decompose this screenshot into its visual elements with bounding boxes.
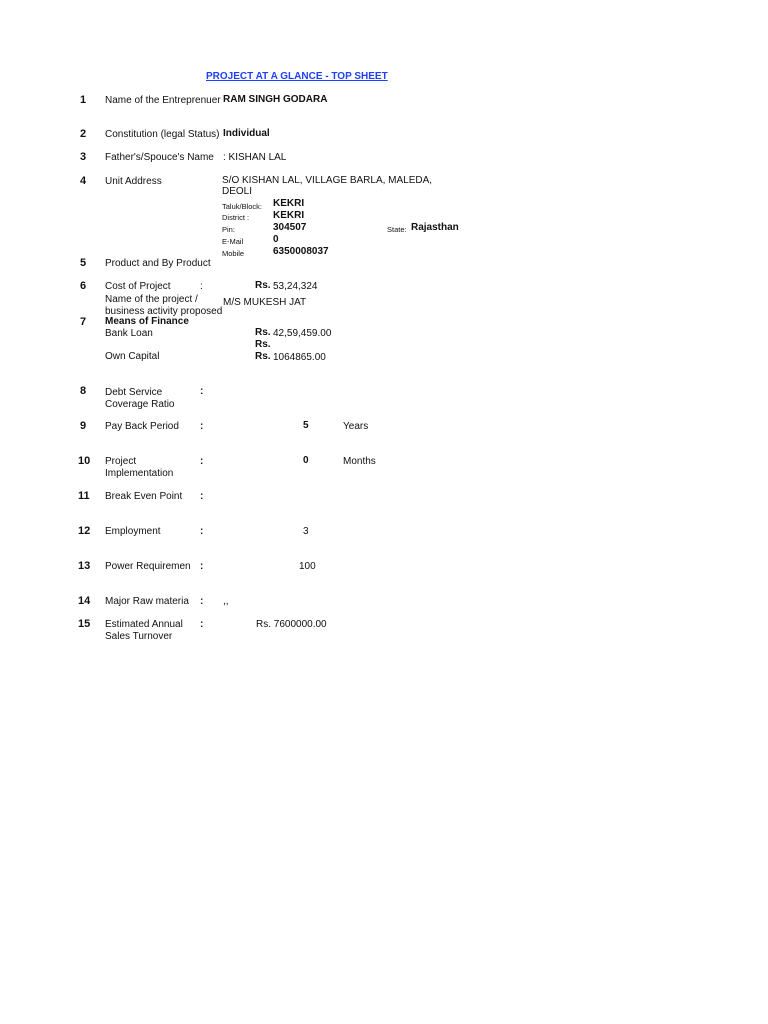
district-value: KEKRI [273,210,305,221]
colon: : [200,596,204,607]
project-name-label-line2: business activity proposed [105,306,223,317]
colon: : [200,386,204,397]
row-number: 15 [78,618,91,630]
unit-address-label: Unit Address [105,176,162,187]
project-name-label-line1: Name of the project / [105,294,198,305]
row-number: 12 [78,525,91,537]
unit-address-line1: S/O KISHAN LAL, VILLAGE BARLA, MALEDA, [222,175,433,186]
district-label: District : [222,213,250,222]
employment-value: 3 [303,526,309,537]
email-value: 0 [273,234,279,245]
rs-label: Rs. [255,339,271,350]
rs-label: Rs. [255,280,271,291]
own-capital-label: Own Capital [105,351,160,362]
email-label: E-Mail [222,237,244,246]
colon: : [200,281,203,292]
row-number: 1 [80,94,87,106]
product-label: Product and By Product [105,258,211,269]
row-number: 13 [78,560,91,572]
page-title: PROJECT AT A GLANCE - TOP SHEET [206,71,388,82]
row-number: 9 [80,420,87,432]
project-name-value: M/S MUKESH JAT [223,297,307,308]
power-label: Power Requiremen [105,561,191,572]
row-number: 14 [78,595,91,607]
row-number: 2 [80,128,87,140]
row-number: 5 [80,257,87,269]
mobile-value: 6350008037 [273,246,329,257]
row-number: 3 [80,151,87,163]
colon: : [200,491,204,502]
own-capital-value: 1064865.00 [273,352,326,363]
rs-label: Rs. [255,327,271,338]
row-number: 8 [80,385,87,397]
break-even-label: Break Even Point [105,491,183,502]
rs-label: Rs. [255,351,271,362]
colon: : [200,456,204,467]
turnover-label-line1: Estimated Annual [105,619,183,630]
row-number: 11 [78,490,90,502]
taluk-value: KEKRI [273,198,305,209]
implementation-value: 0 [303,455,309,466]
bank-loan-label: Bank Loan [105,328,153,339]
colon: : [200,421,204,432]
implementation-label-line2: Implementation [105,468,174,479]
raw-material-value: ,, [223,596,229,607]
constitution-label: Constitution (legal Status) [105,129,220,140]
row-number: 6 [80,280,87,292]
dscr-label-line1: Debt Service [105,387,163,398]
taluk-label: Taluk/Block: [222,202,263,211]
pay-back-value: 5 [303,420,309,431]
state-value: Rajasthan [411,222,459,233]
implementation-label-line1: Project [105,456,137,467]
turnover-label-line2: Sales Turnover [105,631,173,642]
colon: : [200,561,204,572]
state-label: State: [387,225,407,234]
pay-back-label: Pay Back Period [105,421,179,432]
entrepreneur-value: RAM SINGH GODARA [223,94,328,105]
father-name-label: Father's/Spouce's Name [105,152,214,163]
unit-address-line2: DEOLI [222,186,253,197]
row-number: 10 [78,455,91,467]
row-number: 7 [80,316,87,328]
colon: : [200,619,204,630]
pin-value: 304507 [273,222,307,233]
father-name-value: : KISHAN LAL [223,152,287,163]
turnover-value: Rs. 7600000.00 [256,619,327,630]
colon: : [200,526,204,537]
row-number: 4 [80,175,87,187]
pay-back-unit: Years [343,421,369,432]
raw-material-label: Major Raw materia [105,596,189,607]
constitution-value: Individual [223,128,270,139]
pin-label: Pin: [222,225,235,234]
cost-of-project-label: Cost of Project [105,281,171,292]
bank-loan-value: 42,59,459.00 [273,328,332,339]
means-of-finance-label: Means of Finance [105,316,189,327]
implementation-unit: Months [343,456,376,467]
entrepreneur-label: Name of the Entreprenuer [105,95,221,106]
power-value: 100 [299,561,316,572]
mobile-label: Mobile [222,249,245,258]
employment-label: Employment [105,526,161,537]
dscr-label-line2: Coverage Ratio [105,399,175,410]
cost-of-project-value: 53,24,324 [273,281,318,292]
